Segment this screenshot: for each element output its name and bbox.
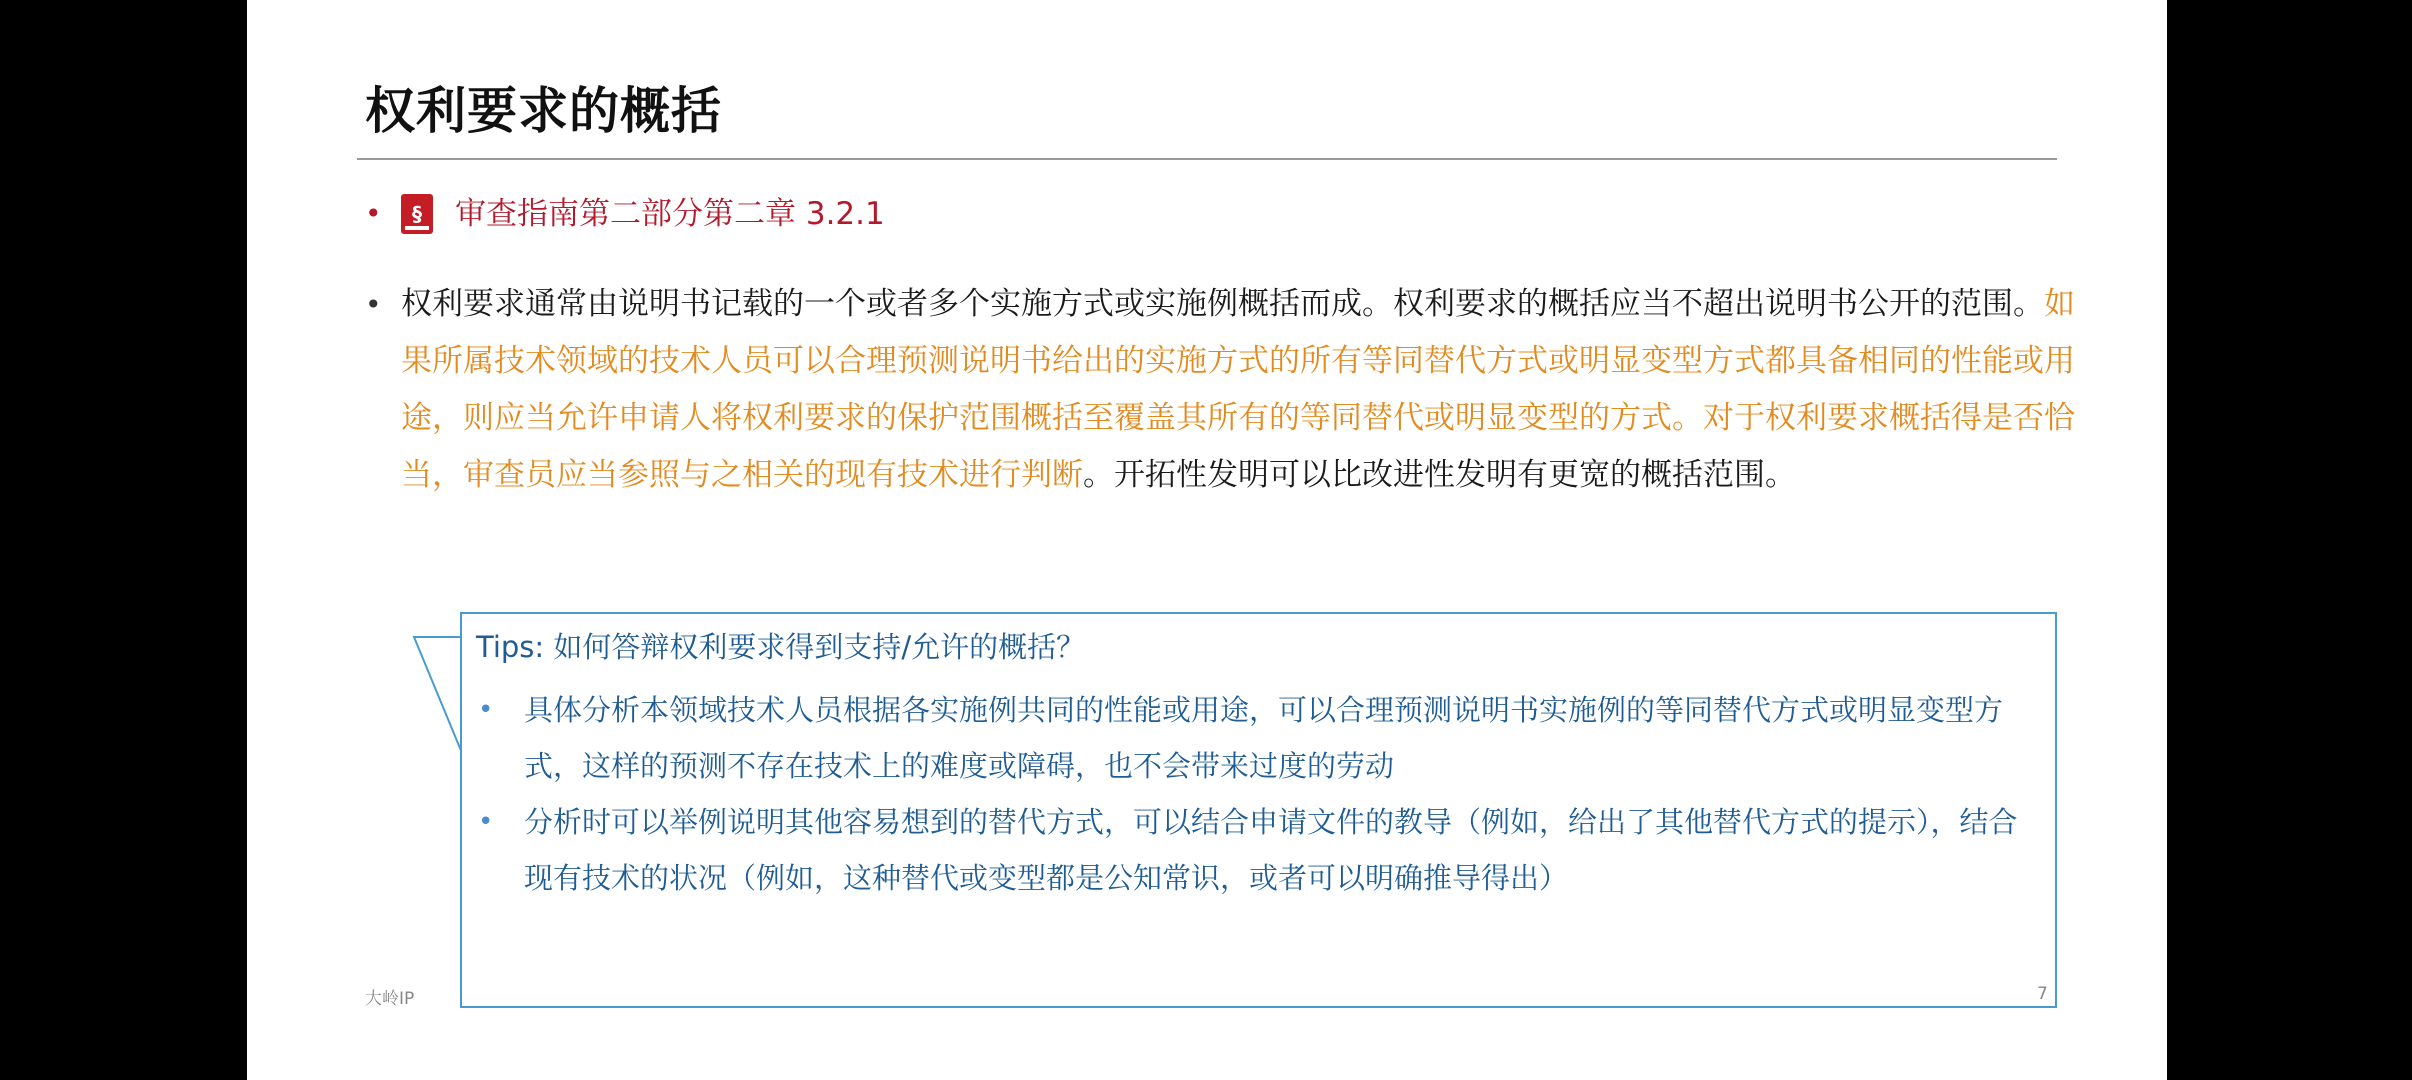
law-book-icon: § [401, 194, 433, 234]
main-paragraph-text [401, 276, 2085, 504]
paragraph-part-1: 权利要求通常由说明书记载的一个或者多个实施方式或实施例概括而成。权利要求的概括应当不超出说明书公开的范围。 [401, 286, 2044, 322]
bullet-marker: • [478, 807, 494, 837]
bullet-marker: • [365, 288, 382, 321]
tip-text: 分析时可以举例说明其他容易想到的替代方式，可以结合申请文件的教导（例如，给出了其他替代方式的提示），结合现有技术的状况（例如，这种替代或变型都是公知常识，或者可以明确推导得出） [524, 805, 2018, 895]
tips-list [476, 682, 2036, 906]
footer-brand: 大岭IP [365, 989, 415, 1009]
main-paragraph [365, 276, 2085, 504]
tips-callout [460, 612, 2057, 1008]
paragraph-highlight: 如果所属技术领域的技术人员可以合理预测说明书给出的实施方式的所有等同替代方式或明显变型方式都具备相同的性能或用途，则应当允许申请人将权利要求的保护范围概括至覆盖其所有的等同替代或明显变型的方式。对于权利要求概括得是否恰当，审查员应当参照与之相关的现有技术进行判断 [401, 286, 2075, 493]
bullet-marker: • [478, 695, 494, 725]
paragraph-part-3: 。开拓性发明可以比改进性发明有更宽的概括范围。 [1083, 457, 1796, 493]
title-divider [357, 158, 2057, 160]
slide-title: 权利要求的概括 [365, 82, 722, 140]
reference-line [365, 194, 885, 234]
slide [247, 0, 2167, 1080]
reference-text: 审查指南第二部分第二章 3.2.1 [455, 195, 885, 232]
tip-text: 具体分析本领域技术人员根据各实施例共同的性能或用途，可以合理预测说明书实施例的等同替代方式或明显变型方式，这样的预测不存在技术上的难度或障碍，也不会带来过度的劳动 [524, 693, 2004, 783]
tips-title: Tips: 如何答辩权利要求得到支持/允许的概括？ [476, 630, 1086, 664]
list-item [476, 682, 2036, 794]
list-item [476, 794, 2036, 906]
bullet-marker: • [365, 197, 382, 230]
page-number: 7 [2037, 984, 2048, 1004]
